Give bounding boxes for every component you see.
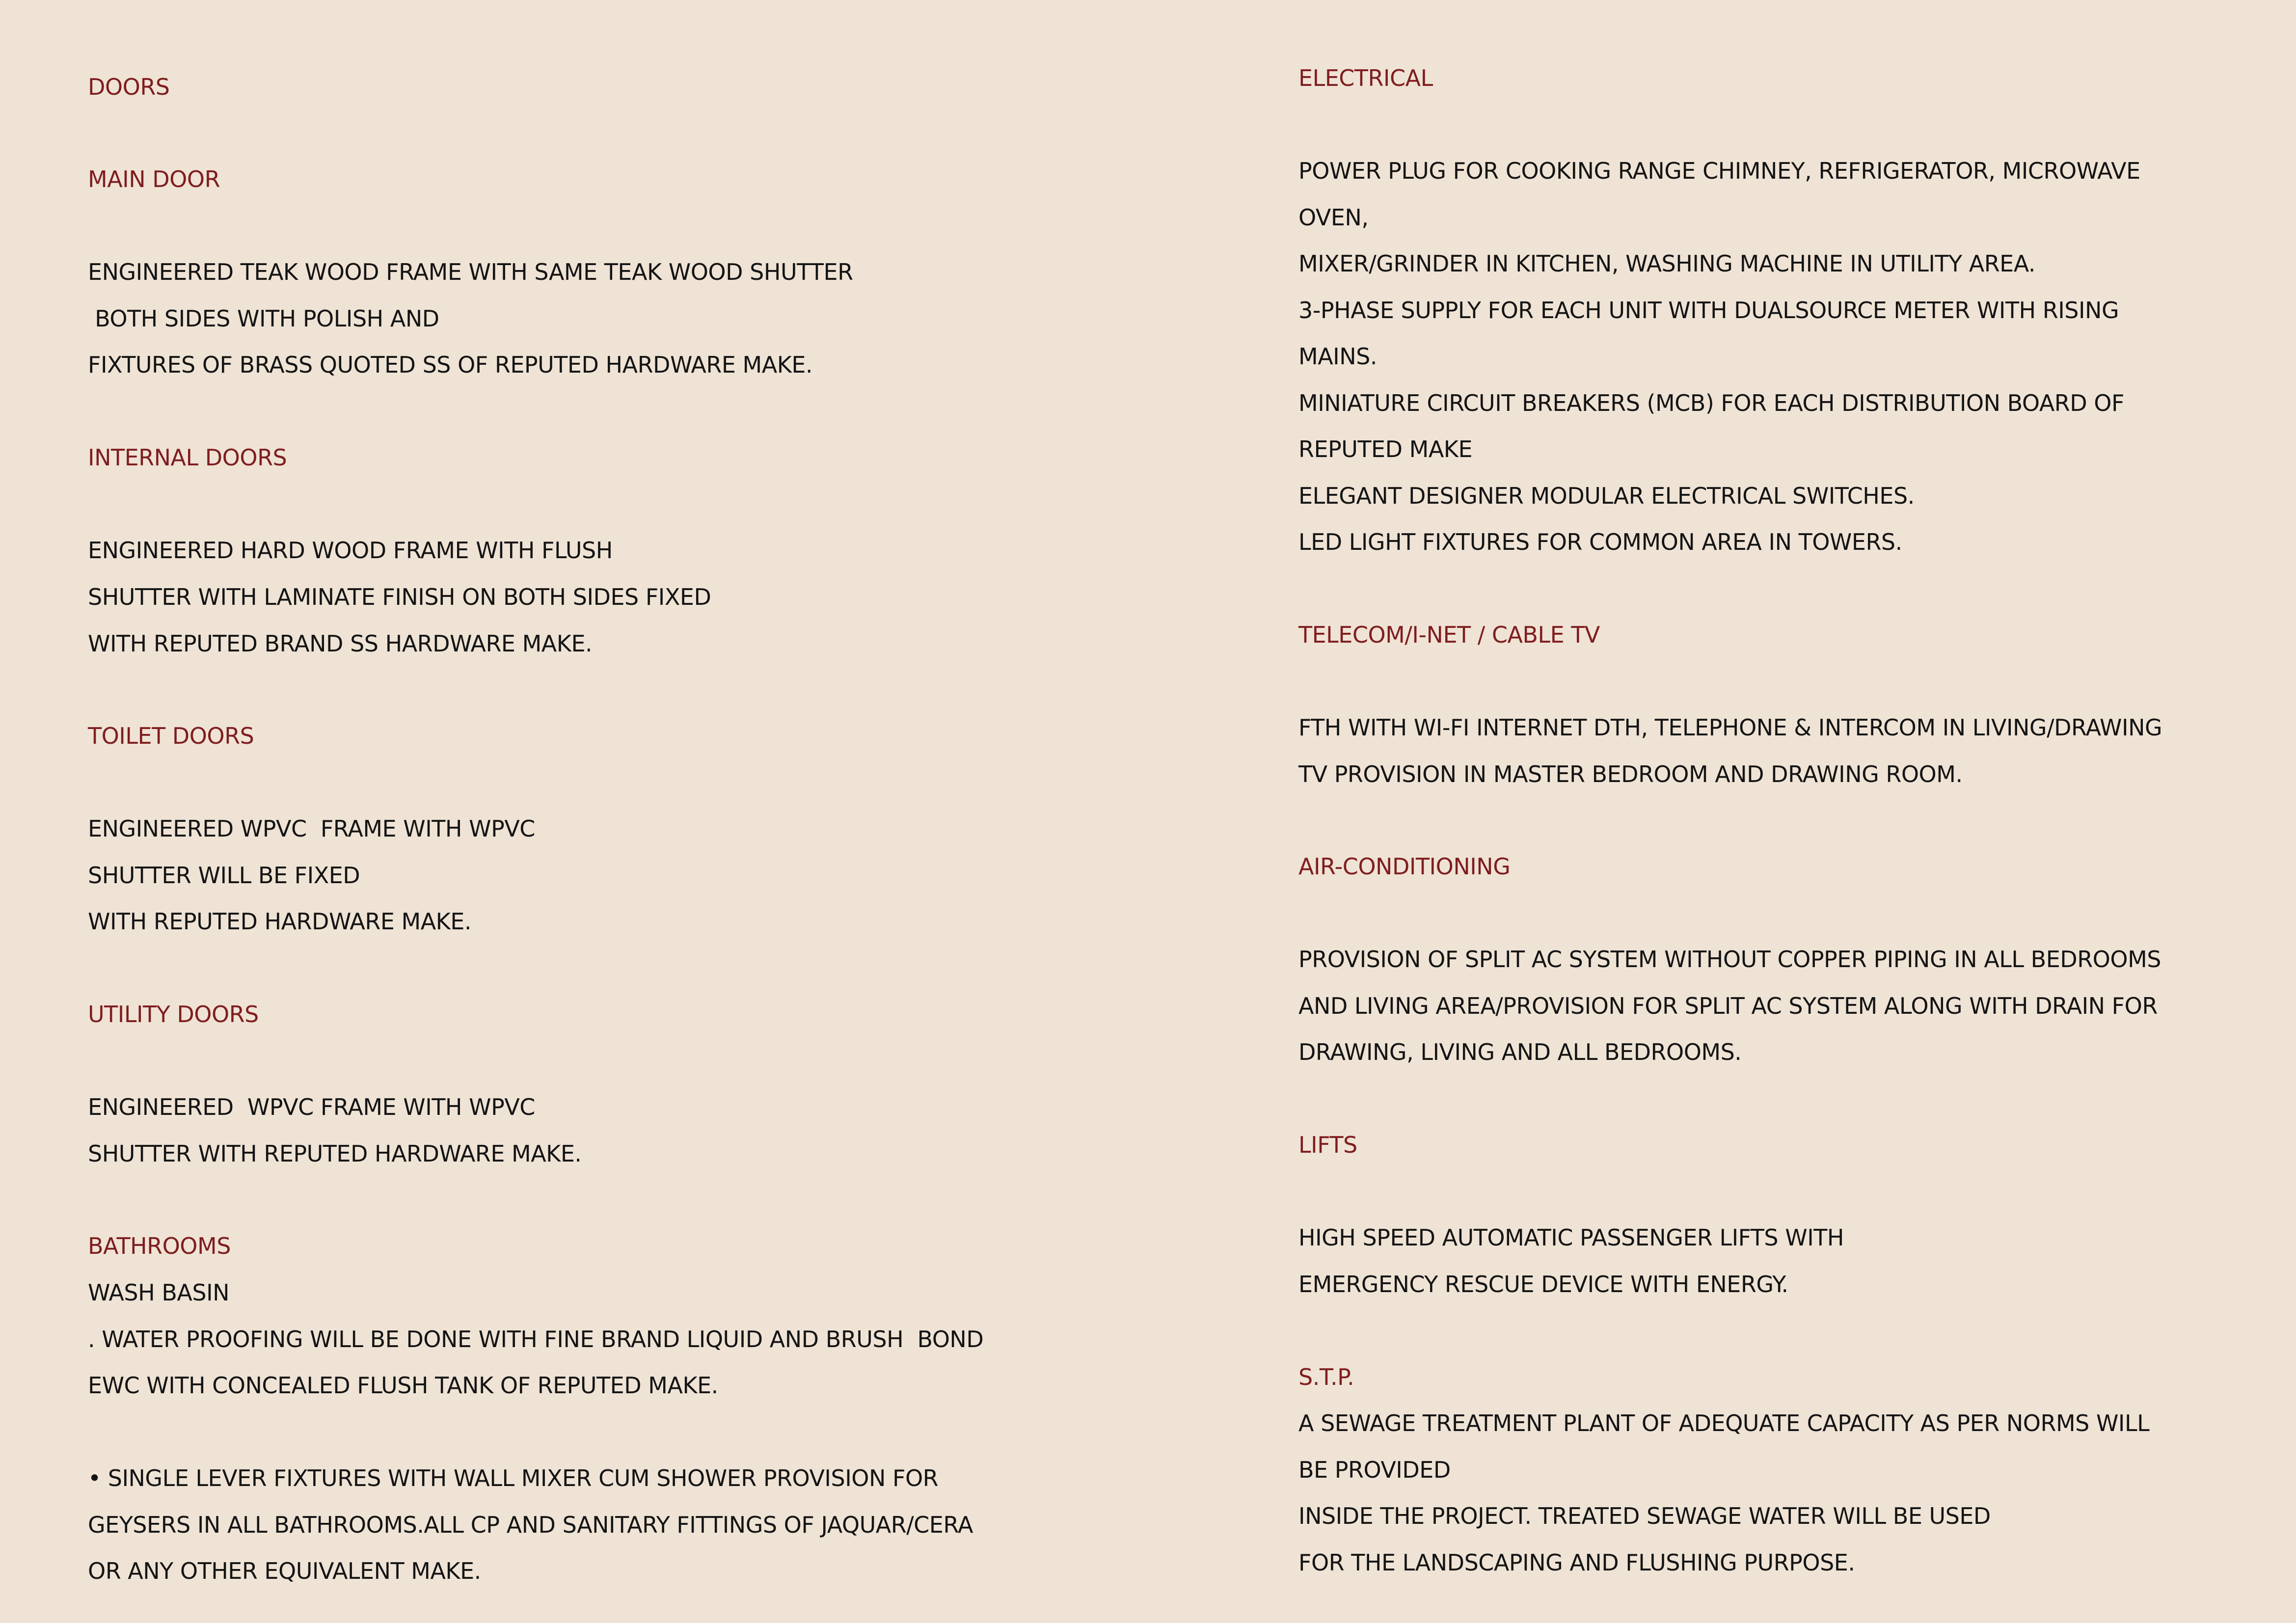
electrical-line-6: MINIATURE CIRCUIT BREAKERS (MCB) FOR EACH DISTRIBUTION BOARD OF — [1298, 390, 2124, 416]
toilet-doors-line-3: WITH REPUTED HARDWARE MAKE. — [88, 908, 472, 935]
bathrooms-line-4: • SINGLE LEVER FIXTURES WITH WALL MIXER CUM SHOWER PROVISION FOR — [88, 1465, 939, 1491]
stp-line-4: FOR THE LANDSCAPING AND FLUSHING PURPOSE. — [1298, 1549, 1855, 1576]
electrical-line-2: OVEN, — [1298, 204, 1369, 231]
electrical-line-7: REPUTED MAKE — [1298, 436, 1473, 462]
toilet-doors-heading: TOILET DOORS — [88, 723, 254, 749]
bathrooms-line-6: OR ANY OTHER EQUIVALENT MAKE. — [88, 1558, 481, 1584]
electrical-line-3: MIXER/GRINDER IN KITCHEN, WASHING MACHINE IN UTILITY AREA. — [1298, 250, 2036, 277]
telecom-heading: TELECOM/I-NET / CABLE TV — [1298, 622, 1600, 648]
electrical-line-9: LED LIGHT FIXTURES FOR COMMON AREA IN TOWERS. — [1298, 529, 1902, 555]
toilet-doors-line-2: SHUTTER WILL BE FIXED — [88, 862, 360, 889]
utility-doors-line-1: ENGINEERED WPVC FRAME WITH WPVC — [88, 1094, 535, 1120]
lifts-heading: LIFTS — [1298, 1132, 1357, 1158]
internal-doors-line-3: WITH REPUTED BRAND SS HARDWARE MAKE. — [88, 630, 593, 657]
utility-doors-heading: UTILITY DOORS — [88, 1001, 259, 1028]
telecom-line-2: TV PROVISION IN MASTER BEDROOM AND DRAWING ROOM. — [1298, 761, 1963, 787]
lifts-line-1: HIGH SPEED AUTOMATIC PASSENGER LIFTS WITH — [1298, 1224, 1844, 1251]
internal-doors-heading: INTERNAL DOORS — [88, 444, 287, 471]
electrical-line-1: POWER PLUG FOR COOKING RANGE CHIMNEY, REFRIGERATOR, MICROWAVE — [1298, 158, 2140, 184]
main-door-line-1: ENGINEERED TEAK WOOD FRAME WITH SAME TEAK WOOD SHUTTER — [88, 259, 853, 285]
doors-heading: DOORS — [88, 74, 170, 100]
internal-doors-line-2: SHUTTER WITH LAMINATE FINISH ON BOTH SIDES FIXED — [88, 584, 711, 610]
air-conditioning-heading: AIR-CONDITIONING — [1298, 853, 1511, 880]
air-conditioning-line-2: AND LIVING AREA/PROVISION FOR SPLIT AC SYSTEM ALONG WITH DRAIN FOR — [1298, 993, 2158, 1019]
bathrooms-line-5: GEYSERS IN ALL BATHROOMS.ALL CP AND SANITARY FITTINGS OF JAQUAR/CERA — [88, 1512, 973, 1538]
bathrooms-heading: BATHROOMS — [88, 1233, 231, 1259]
electrical-heading: ELECTRICAL — [1298, 65, 1433, 91]
bathrooms-line-2: . WATER PROOFING WILL BE DONE WITH FINE BRAND LIQUID AND BRUSH BOND — [88, 1326, 984, 1352]
stp-line-3: INSIDE THE PROJECT. TREATED SEWAGE WATER WILL BE USED — [1298, 1503, 1991, 1529]
stp-line-1: A SEWAGE TREATMENT PLANT OF ADEQUATE CAPACITY AS PER NORMS WILL — [1298, 1410, 2150, 1436]
air-conditioning-line-1: PROVISION OF SPLIT AC SYSTEM WITHOUT COPPER PIPING IN ALL BEDROOMS — [1298, 946, 2161, 973]
toilet-doors-line-1: ENGINEERED WPVC FRAME WITH WPVC — [88, 815, 535, 842]
main-door-line-3: FIXTURES OF BRASS QUOTED SS OF REPUTED HARDWARE MAKE. — [88, 352, 813, 378]
lifts-line-2: EMERGENCY RESCUE DEVICE WITH ENERGY. — [1298, 1271, 1788, 1298]
internal-doors-line-1: ENGINEERED HARD WOOD FRAME WITH FLUSH — [88, 537, 613, 564]
stp-heading: S.T.P. — [1298, 1364, 1354, 1390]
stp-line-2: BE PROVIDED — [1298, 1457, 1451, 1483]
air-conditioning-line-3: DRAWING, LIVING AND ALL BEDROOMS. — [1298, 1039, 1742, 1065]
main-door-line-2: BOTH SIDES WITH POLISH AND — [88, 305, 439, 332]
main-door-heading: MAIN DOOR — [88, 166, 220, 192]
electrical-line-4: 3-PHASE SUPPLY FOR EACH UNIT WITH DUALSOURCE METER WITH RISING — [1298, 297, 2119, 324]
bathrooms-line-1: WASH BASIN — [88, 1279, 230, 1306]
telecom-line-1: FTH WITH WI-FI INTERNET DTH, TELEPHONE & INTERCOM IN LIVING/DRAWING — [1298, 714, 2162, 741]
electrical-line-8: ELEGANT DESIGNER MODULAR ELECTRICAL SWITCHES. — [1298, 483, 1915, 509]
electrical-line-5: MAINS. — [1298, 343, 1377, 370]
bathrooms-line-3: EWC WITH CONCEALED FLUSH TANK OF REPUTED MAKE. — [88, 1372, 718, 1399]
utility-doors-line-2: SHUTTER WITH REPUTED HARDWARE MAKE. — [88, 1140, 582, 1167]
